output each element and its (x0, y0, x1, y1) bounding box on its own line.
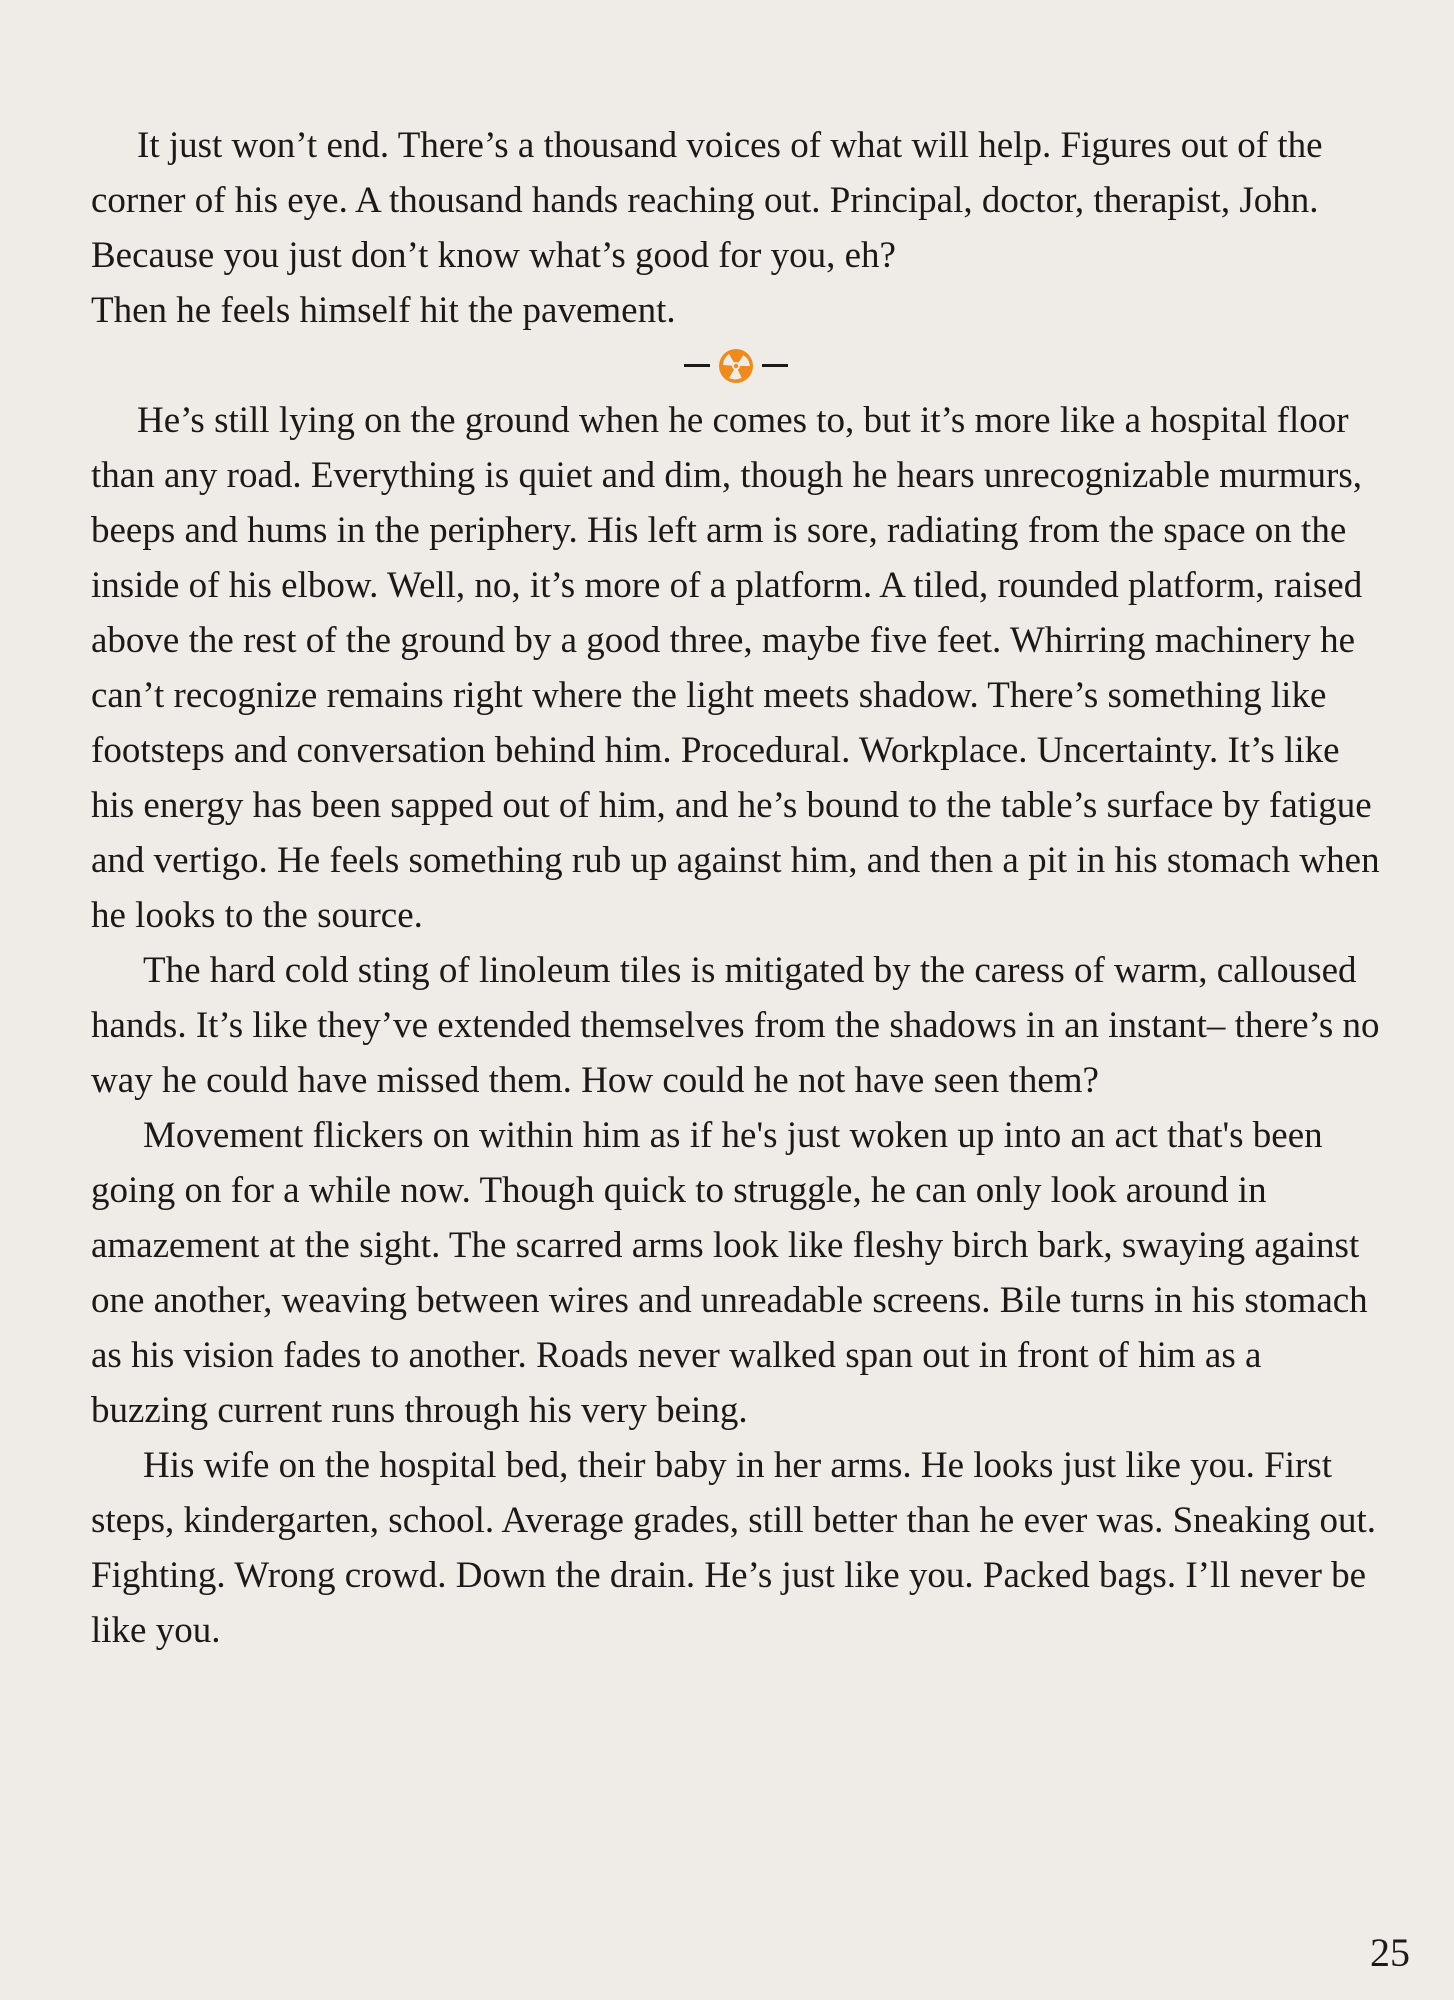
page-body (91, 118, 1381, 1658)
divider-dash-right (762, 364, 788, 367)
paragraph-4: The hard cold sting of linoleum tiles is mitigated by the caress of warm, calloused hands. It’s like they’ve extended themselves from the shadows in an instant– there’s no way he could have missed them. How could he not have seen them? (91, 950, 1380, 1101)
paragraph-6: His wife on the hospital bed, their baby in her arms. He looks just like you. First steps, kindergarten, school. Average grades, still better than he ever was. Sneaking out. Fighting. Wrong crowd. Down the drain. He’s just like you. Packed bags. I’ll never be like you. (91, 1445, 1377, 1651)
divider-dash-left (684, 364, 710, 367)
paragraph-5: Movement flickers on within him as if he's just woken up into an act that's been going on for a while now. Though quick to struggle, he can only look around in amazement at the sight. The scarred arms look like fleshy birch bark, swaying against one another, weaving between wires and unreadable screens. Bile turns in his stomach as his vision fades to another. Roads never walked span out in front of him as a buzzing current runs through his very being. (91, 1115, 1368, 1431)
paragraph-3: He’s still lying on the ground when he comes to, but it’s more like a hospital floor than any road. Everything is quiet and dim, though he hears unrecognizable murmurs, beeps and hums in the periphery. His left arm is sore, radiating from the space on the inside of his elbow. Well, no, it’s more of a platform. A tiled, rounded platform, raised above the rest of the ground by a good three, maybe five feet. Whirring machinery he can’t recognize remains right where the light meets shadow. There’s something like footsteps and conversation behind him. Procedural. Workplace. Uncertainty. It’s like his energy has been sapped out of him, and he’s bound to the table’s surface by fatigue and vertigo. He feels something rub up against him, and then a pit in his stomach when he looks to the source. (91, 400, 1380, 936)
section-divider (91, 338, 1381, 393)
paragraph-1: It just won’t end. There’s a thousand voices of what will help. Figures out of the corner of his eye. A thousand hands reaching out. Principal, doctor, therapist, John. Because you just don’t know what’s good for you, eh? (91, 125, 1323, 276)
page-number: 25 (1370, 1930, 1410, 1975)
radiation-icon (718, 348, 754, 384)
paragraph-2: Then he feels himself hit the pavement. (91, 290, 676, 331)
